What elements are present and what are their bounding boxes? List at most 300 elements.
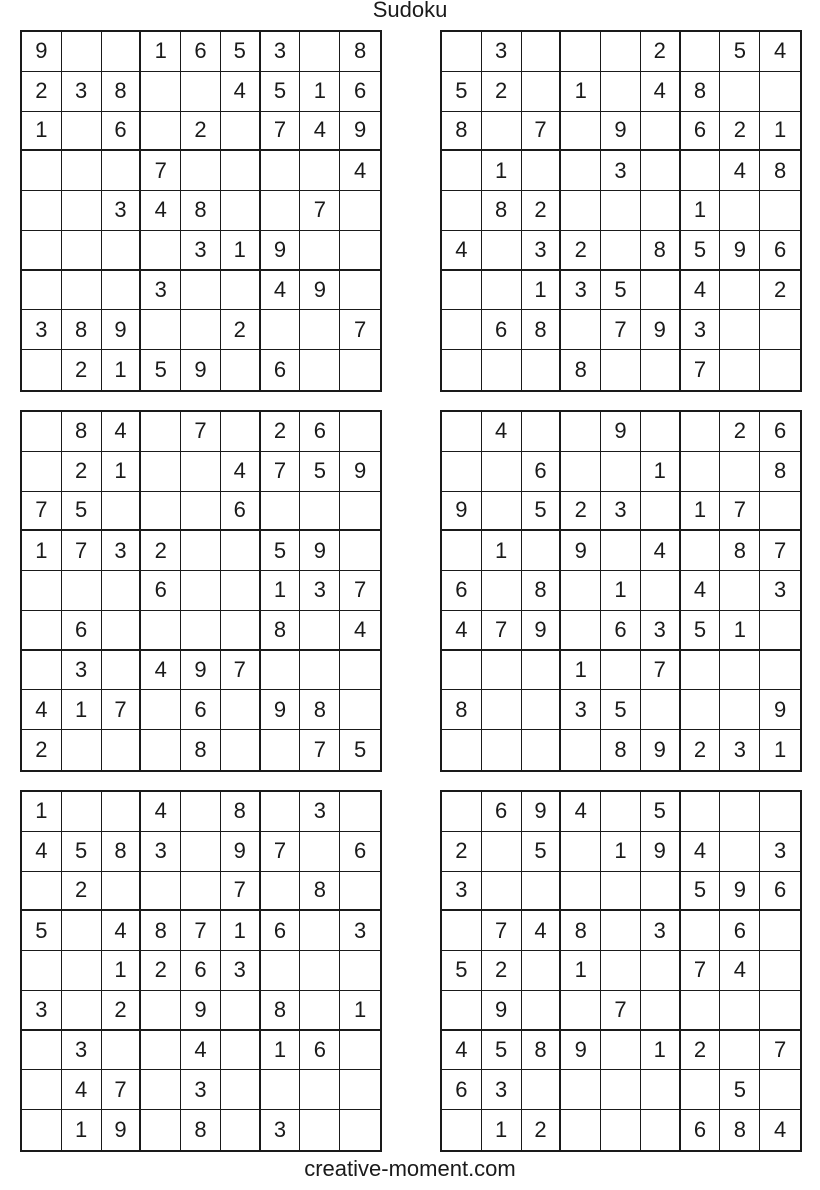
sudoku-cell: 6 (760, 872, 800, 912)
sudoku-cell: 2 (62, 350, 102, 390)
sudoku-cell (22, 1031, 62, 1071)
sudoku-cell: 9 (561, 531, 601, 571)
sudoku-cell (300, 911, 340, 951)
sudoku-cell: 7 (102, 690, 142, 730)
sudoku-cell (522, 991, 562, 1031)
sudoku-grid-6 (440, 790, 802, 1152)
sudoku-cell (22, 412, 62, 452)
sudoku-cell (102, 271, 142, 311)
sudoku-cell (261, 1070, 301, 1110)
sudoku-cell (22, 231, 62, 271)
sudoku-cell (760, 651, 800, 691)
sudoku-grid-4 (440, 410, 802, 772)
sudoku-cell: 4 (102, 911, 142, 951)
sudoku-cell: 8 (681, 72, 721, 112)
sudoku-cell (141, 730, 181, 770)
sudoku-cell (522, 32, 562, 72)
sudoku-cell: 6 (300, 412, 340, 452)
sudoku-cell: 3 (221, 951, 261, 991)
sudoku-cell (261, 191, 301, 231)
sudoku-cell (442, 32, 482, 72)
sudoku-cell: 6 (261, 911, 301, 951)
sudoku-cell (760, 1070, 800, 1110)
sudoku-cell (22, 1070, 62, 1110)
sudoku-cell: 3 (641, 911, 681, 951)
sudoku-cell (221, 571, 261, 611)
sudoku-cell: 5 (141, 350, 181, 390)
sudoku-cell (62, 911, 102, 951)
sudoku-cell: 9 (102, 310, 142, 350)
sudoku-cell: 4 (641, 531, 681, 571)
sudoku-cell (181, 531, 221, 571)
sudoku-cell: 2 (720, 412, 760, 452)
sudoku-cell: 6 (340, 832, 380, 872)
sudoku-cell: 5 (681, 872, 721, 912)
sudoku-cell: 1 (561, 951, 601, 991)
sudoku-cell (300, 1110, 340, 1150)
sudoku-cell: 6 (261, 350, 301, 390)
sudoku-cell: 3 (561, 690, 601, 730)
sudoku-cell (141, 1070, 181, 1110)
sudoku-cell: 7 (300, 730, 340, 770)
sudoku-cell (522, 651, 562, 691)
sudoku-cell: 3 (261, 32, 301, 72)
sudoku-cell (442, 531, 482, 571)
sudoku-cell (681, 1070, 721, 1110)
sudoku-cell: 2 (102, 991, 142, 1031)
sudoku-cell: 4 (221, 72, 261, 112)
sudoku-cell (22, 571, 62, 611)
sudoku-cell (482, 730, 522, 770)
sudoku-cell: 7 (340, 571, 380, 611)
sudoku-cell (221, 1031, 261, 1071)
sudoku-cell (141, 1031, 181, 1071)
sudoku-cell: 1 (561, 72, 601, 112)
sudoku-cell (62, 951, 102, 991)
sudoku-cell (181, 310, 221, 350)
sudoku-cell (300, 991, 340, 1031)
sudoku-cell: 1 (601, 832, 641, 872)
sudoku-cell: 5 (22, 911, 62, 951)
sudoku-cell (601, 651, 641, 691)
sudoku-cell (340, 1031, 380, 1071)
sudoku-cell: 8 (102, 72, 142, 112)
sudoku-cell: 1 (102, 350, 142, 390)
sudoku-cell: 9 (561, 1031, 601, 1071)
sudoku-cell (522, 872, 562, 912)
sudoku-cell (720, 191, 760, 231)
sudoku-cell (720, 271, 760, 311)
sudoku-cell (62, 991, 102, 1031)
sudoku-cell: 6 (760, 231, 800, 271)
sudoku-cell: 4 (522, 911, 562, 951)
sudoku-cell (720, 72, 760, 112)
sudoku-cell (442, 651, 482, 691)
sudoku-cell (340, 651, 380, 691)
sudoku-cell (22, 1110, 62, 1150)
footer-credit: creative-moment.com (304, 1156, 516, 1181)
sudoku-cell (340, 690, 380, 730)
sudoku-grid-3 (20, 410, 382, 772)
sudoku-cell (601, 1070, 641, 1110)
sudoku-cell: 5 (353, 737, 367, 763)
sudoku-cell: 3 (181, 231, 221, 271)
sudoku-cell (340, 1110, 380, 1150)
sudoku-cell (522, 151, 562, 191)
sudoku-cell (22, 151, 62, 191)
sudoku-cell: 6 (442, 1070, 482, 1110)
sudoku-cell (681, 651, 721, 691)
sudoku-cell (482, 872, 522, 912)
sudoku-cell (22, 611, 62, 651)
sudoku-cell: 1 (22, 792, 62, 832)
sudoku-cell (681, 991, 721, 1031)
sudoku-cell: 6 (141, 571, 181, 611)
sudoku-cell (102, 792, 142, 832)
sudoku-cell: 3 (62, 1031, 102, 1071)
sudoku-cell: 1 (641, 1031, 681, 1071)
sudoku-cell (102, 32, 142, 72)
sudoku-cell: 8 (641, 231, 681, 271)
sudoku-cell: 1 (141, 32, 181, 72)
sudoku-cell: 2 (760, 271, 800, 311)
sudoku-cell: 5 (601, 690, 641, 730)
sudoku-cell (442, 792, 482, 832)
sudoku-cell (102, 151, 142, 191)
page-title: Sudoku (372, 0, 448, 22)
sudoku-cell (601, 951, 641, 991)
sudoku-cell (442, 730, 482, 770)
sudoku-cell: 8 (601, 730, 641, 770)
sudoku-cell: 5 (522, 832, 562, 872)
sudoku-cell: 3 (22, 991, 62, 1031)
sudoku-cell: 4 (340, 151, 380, 191)
sudoku-cell (482, 231, 522, 271)
sudoku-cell (340, 531, 380, 571)
sudoku-cell: 2 (141, 531, 181, 571)
sudoku-cell (601, 1031, 641, 1071)
sudoku-cell (760, 350, 800, 390)
sudoku-cell (22, 452, 62, 492)
sudoku-cell: 4 (482, 412, 522, 452)
sudoku-cell: 3 (300, 792, 340, 832)
sudoku-cell: 1 (522, 271, 562, 311)
sudoku-cell (561, 191, 601, 231)
sudoku-cell (62, 112, 102, 152)
sudoku-cell: 9 (482, 991, 522, 1031)
sudoku-cell (102, 651, 142, 691)
sudoku-cell (221, 531, 261, 571)
sudoku-cell (641, 492, 681, 532)
sudoku-cell: 5 (300, 452, 340, 492)
sudoku-cell (300, 32, 340, 72)
sudoku-cell (221, 191, 261, 231)
sudoku-cell: 4 (561, 792, 601, 832)
sudoku-cell: 3 (141, 832, 181, 872)
sudoku-cell: 7 (261, 832, 301, 872)
sudoku-cell: 7 (482, 911, 522, 951)
sudoku-cell (442, 911, 482, 951)
sudoku-cell (681, 452, 721, 492)
sudoku-cell: 3 (62, 651, 102, 691)
sudoku-cell: 7 (601, 310, 641, 350)
sudoku-cell: 6 (181, 951, 221, 991)
sudoku-cell (720, 651, 760, 691)
sudoku-cell: 5 (720, 1070, 760, 1110)
sudoku-cell: 5 (601, 271, 641, 311)
sudoku-cell (141, 412, 181, 452)
sudoku-cell (221, 151, 261, 191)
sudoku-grid-2 (440, 30, 802, 392)
sudoku-cell (102, 730, 142, 770)
sudoku-cell (141, 611, 181, 651)
sudoku-cell (720, 1031, 760, 1071)
sudoku-cell (62, 271, 102, 311)
sudoku-cell (300, 231, 340, 271)
sudoku-cell: 7 (522, 112, 562, 152)
sudoku-cell: 1 (62, 690, 102, 730)
sudoku-cell: 6 (482, 310, 522, 350)
sudoku-cell (221, 271, 261, 311)
sudoku-cell: 6 (522, 452, 562, 492)
sudoku-cell: 5 (221, 32, 261, 72)
sudoku-cell (181, 151, 221, 191)
sudoku-cell (641, 571, 681, 611)
sudoku-cell: 1 (22, 112, 62, 152)
sudoku-cell: 4 (641, 72, 681, 112)
sudoku-cell (300, 151, 340, 191)
sudoku-cell: 6 (681, 1110, 721, 1150)
sudoku-cell: 8 (62, 310, 102, 350)
sudoku-cell: 1 (300, 72, 340, 112)
sudoku-cell: 6 (221, 492, 261, 532)
sudoku-cell (601, 452, 641, 492)
sudoku-cell: 3 (561, 271, 601, 311)
sudoku-cell: 2 (482, 951, 522, 991)
sudoku-cell: 3 (681, 310, 721, 350)
sudoku-cell (641, 112, 681, 152)
sudoku-cell (62, 571, 102, 611)
sudoku-cell (482, 492, 522, 532)
sudoku-cell: 8 (720, 531, 760, 571)
sudoku-cell: 7 (221, 651, 261, 691)
sudoku-cell: 4 (261, 271, 301, 311)
sudoku-cell: 5 (62, 492, 102, 532)
sudoku-cell: 6 (681, 112, 721, 152)
sudoku-cell: 2 (522, 1110, 562, 1150)
sudoku-cell: 1 (601, 571, 641, 611)
sudoku-cell (561, 730, 601, 770)
sudoku-cell: 4 (720, 151, 760, 191)
sudoku-cell (561, 991, 601, 1031)
sudoku-cell (340, 412, 380, 452)
sudoku-cell (720, 792, 760, 832)
sudoku-cell (300, 492, 340, 532)
sudoku-cell: 8 (720, 1110, 760, 1150)
sudoku-cell: 2 (141, 951, 181, 991)
sudoku-cell: 9 (22, 32, 62, 72)
sudoku-cell (141, 231, 181, 271)
sudoku-cell: 8 (340, 32, 380, 72)
sudoku-cell: 8 (102, 832, 142, 872)
sudoku-cell: 7 (300, 191, 340, 231)
sudoku-cell (221, 690, 261, 730)
sudoku-cell (681, 32, 721, 72)
sudoku-cell (720, 832, 760, 872)
sudoku-cell: 9 (641, 310, 681, 350)
sudoku-cell (442, 412, 482, 452)
sudoku-cell (261, 151, 301, 191)
sudoku-cell: 4 (141, 792, 181, 832)
sudoku-cell (681, 911, 721, 951)
sudoku-cell: 9 (340, 112, 380, 152)
sudoku-cell: 8 (760, 151, 800, 191)
sudoku-cell: 7 (482, 611, 522, 651)
sudoku-cell (681, 792, 721, 832)
sudoku-cell (102, 571, 142, 611)
sudoku-cell (102, 231, 142, 271)
sudoku-cell (561, 1110, 601, 1150)
sudoku-cell: 3 (181, 1070, 221, 1110)
sudoku-cell: 8 (522, 310, 562, 350)
sudoku-cell: 1 (720, 611, 760, 651)
sudoku-cell: 1 (482, 531, 522, 571)
sudoku-cell (300, 611, 340, 651)
sudoku-cell (681, 412, 721, 452)
sudoku-cell (221, 611, 261, 651)
sudoku-cell: 4 (720, 951, 760, 991)
sudoku-cell (62, 730, 102, 770)
sudoku-cell: 4 (62, 1070, 102, 1110)
sudoku-cell: 1 (221, 231, 261, 271)
sudoku-cell (601, 231, 641, 271)
sudoku-cell (261, 651, 301, 691)
sudoku-cell: 9 (522, 792, 562, 832)
sudoku-cell (641, 191, 681, 231)
sudoku-cell: 1 (760, 112, 800, 152)
sudoku-cell: 7 (102, 1070, 142, 1110)
sudoku-cell (442, 991, 482, 1031)
sudoku-cell: 8 (181, 191, 221, 231)
sudoku-cell (221, 112, 261, 152)
sudoku-cell: 9 (442, 492, 482, 532)
sudoku-cell: 1 (221, 911, 261, 951)
sudoku-cell (340, 271, 380, 311)
sudoku-cell: 9 (601, 412, 641, 452)
sudoku-cell (760, 951, 800, 991)
sudoku-cell: 4 (141, 191, 181, 231)
sudoku-cell (181, 792, 221, 832)
sudoku-cell (340, 792, 380, 832)
sudoku-cell (760, 792, 800, 832)
sudoku-cell (760, 991, 800, 1031)
sudoku-cell: 8 (561, 911, 601, 951)
sudoku-cell (601, 350, 641, 390)
sudoku-cell: 9 (181, 651, 221, 691)
sudoku-cell: 3 (300, 571, 340, 611)
sudoku-cell: 3 (62, 72, 102, 112)
sudoku-cell (641, 271, 681, 311)
sudoku-cell: 2 (221, 310, 261, 350)
sudoku-cell (601, 792, 641, 832)
sudoku-cell: 9 (522, 611, 562, 651)
sudoku-cell: 8 (62, 412, 102, 452)
sudoku-grid-1 (20, 30, 382, 392)
sudoku-cell: 9 (601, 112, 641, 152)
sudoku-cell (482, 690, 522, 730)
sudoku-cell (22, 271, 62, 311)
sudoku-cell: 9 (720, 872, 760, 912)
sudoku-cell (442, 1110, 482, 1150)
sudoku-cell: 5 (681, 611, 721, 651)
sudoku-cell: 4 (773, 1117, 787, 1143)
sudoku-cell: 5 (261, 72, 301, 112)
sudoku-cell: 3 (601, 492, 641, 532)
sudoku-cell: 9 (102, 1110, 142, 1150)
sudoku-cell (601, 872, 641, 912)
sudoku-cell (340, 231, 380, 271)
sudoku-cell: 1 (22, 531, 62, 571)
sudoku-cell (601, 191, 641, 231)
sudoku-cell: 5 (720, 32, 760, 72)
sudoku-cell: 3 (102, 191, 142, 231)
sudoku-cell (561, 151, 601, 191)
sudoku-cell (641, 1110, 681, 1150)
sudoku-cell: 5 (62, 832, 102, 872)
sudoku-cell: 8 (522, 1031, 562, 1071)
sudoku-cell (681, 151, 721, 191)
sudoku-cell: 7 (340, 310, 380, 350)
sudoku-cell: 2 (181, 112, 221, 152)
sudoku-cell (340, 1070, 380, 1110)
sudoku-cell (522, 1070, 562, 1110)
sudoku-cell: 6 (601, 611, 641, 651)
sudoku-cell (720, 350, 760, 390)
sudoku-cell: 9 (641, 832, 681, 872)
sudoku-cell: 9 (221, 832, 261, 872)
sudoku-cell (641, 151, 681, 191)
sudoku-cell (561, 1070, 601, 1110)
sudoku-cell (141, 310, 181, 350)
sudoku-cell (561, 832, 601, 872)
sudoku-cell (340, 951, 380, 991)
sudoku-cell (261, 492, 301, 532)
sudoku-cell: 7 (760, 531, 800, 571)
sudoku-cell (641, 690, 681, 730)
sudoku-cell (221, 1110, 261, 1150)
sudoku-cell: 7 (261, 452, 301, 492)
sudoku-cell: 1 (482, 151, 522, 191)
sudoku-cell: 3 (482, 1070, 522, 1110)
sudoku-cell: 1 (261, 1031, 301, 1071)
sudoku-cell: 9 (300, 531, 340, 571)
sudoku-cell (482, 350, 522, 390)
sudoku-cell (522, 690, 562, 730)
sudoku-cell (62, 792, 102, 832)
sudoku-cell (340, 492, 380, 532)
sudoku-cell: 6 (482, 792, 522, 832)
sudoku-cell: 8 (561, 350, 601, 390)
sudoku-cell: 1 (641, 452, 681, 492)
sudoku-cell (720, 310, 760, 350)
sudoku-cell (561, 412, 601, 452)
sudoku-cell: 8 (300, 872, 340, 912)
sudoku-cell (442, 452, 482, 492)
sudoku-cell: 3 (22, 310, 62, 350)
sudoku-cell (300, 350, 340, 390)
sudoku-cell: 3 (442, 872, 482, 912)
sudoku-cell (102, 611, 142, 651)
